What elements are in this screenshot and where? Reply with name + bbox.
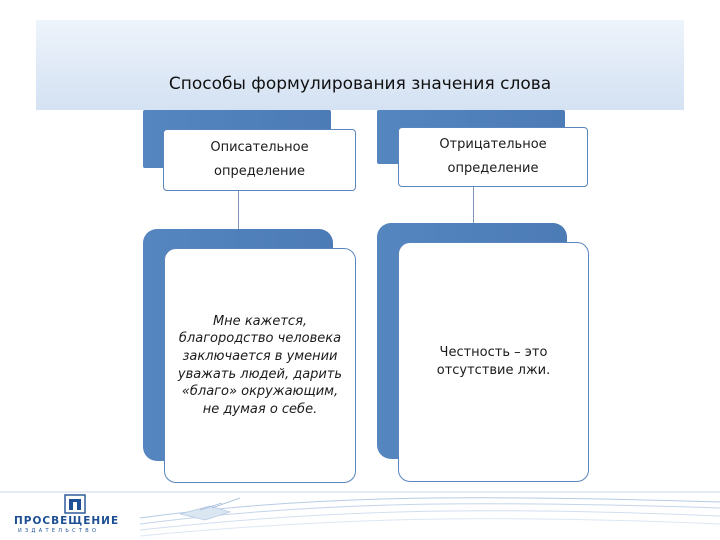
title-banner bbox=[36, 20, 684, 110]
right-connector bbox=[473, 187, 474, 223]
publisher-logo-text: ПРОСВЕЩЕНИЕ bbox=[14, 515, 120, 527]
left-heading-card bbox=[163, 129, 356, 191]
right-example-card bbox=[398, 242, 589, 482]
publisher-logo-subtext: ИЗДАТЕЛЬСТВО bbox=[18, 528, 100, 534]
publisher-logo-icon bbox=[64, 492, 86, 514]
slide-title: Способы формулирования значения слова bbox=[168, 74, 552, 94]
left-example-text: Мне кажется, благородство человека заключается в умении уважать людей, дарить «благо» окружающим, не думая о себе. bbox=[177, 313, 343, 417]
left-heading-text: Описательное определение bbox=[210, 140, 309, 179]
left-connector bbox=[238, 191, 239, 229]
footer-wave-decoration bbox=[0, 488, 720, 540]
right-heading-text: Отрицательное определение bbox=[439, 137, 547, 176]
right-example-text: Честность – это отсутствие лжи. bbox=[436, 345, 551, 378]
left-example-card bbox=[164, 248, 356, 483]
right-heading-card bbox=[398, 127, 588, 187]
